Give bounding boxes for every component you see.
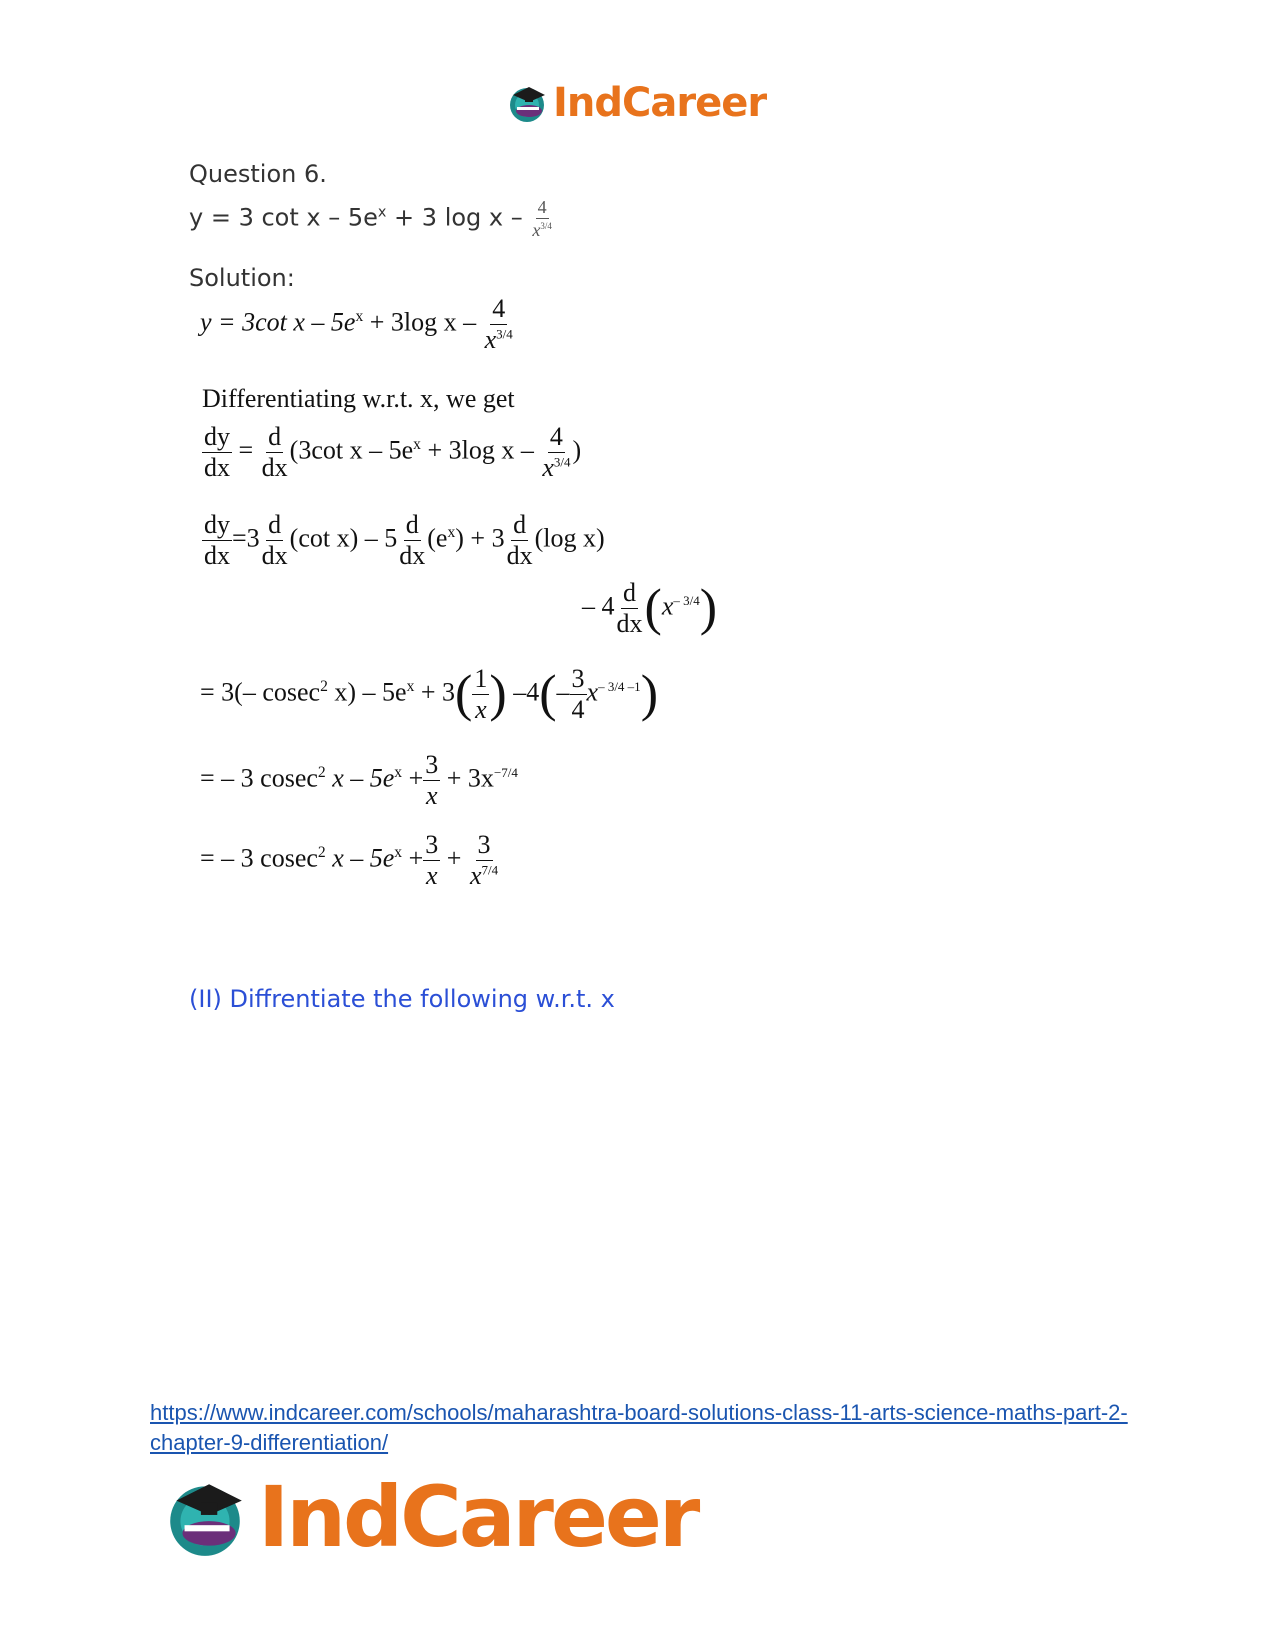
solution-line-6: [200, 752, 518, 809]
graduation-cap-globe-icon: [505, 81, 549, 125]
line5-num: 1: [474, 664, 488, 693]
line6-t3: +: [402, 763, 424, 793]
d-dx-b: [397, 512, 427, 569]
differentiating-text: Differentiating w.r.t. x, we get: [202, 384, 515, 413]
line7-num: 3: [425, 830, 439, 859]
line7-den-exp: 7/4: [481, 862, 499, 878]
line5-t5: –: [556, 677, 570, 707]
line1-exp-num: 3: [496, 326, 503, 342]
fraction-numerator: 4: [537, 197, 547, 217]
exp-den: 4: [547, 221, 552, 231]
line6-exp: −7/4: [493, 764, 518, 780]
d-dx-fraction: [260, 424, 290, 481]
den-base: x: [532, 220, 541, 240]
solution-label: Solution:: [189, 264, 295, 292]
line2-mid: + 3log x –: [420, 435, 534, 465]
solution-line-4: [582, 580, 717, 637]
dy-2: dy: [204, 510, 230, 539]
dx-b: dx: [399, 541, 426, 570]
line7-den: x: [425, 861, 438, 890]
line7-t4: +: [440, 843, 468, 873]
line7-fraction: [468, 832, 500, 889]
section-heading: (II) Diffrentiate the following w.r.t. x: [189, 985, 615, 1013]
line5-sup2: x: [406, 677, 415, 695]
d-a: d: [268, 510, 282, 539]
line5-t1: = 3(– cosec: [200, 677, 321, 707]
one-over-x: [472, 666, 489, 723]
expr-prefix: y = 3 cot x – 5e: [189, 203, 378, 232]
dx2: dx: [261, 453, 288, 482]
line5-num2: 3: [571, 664, 585, 693]
line2-sup: x: [413, 435, 421, 453]
paren-open-2: (: [455, 665, 473, 723]
line2-close: ): [572, 435, 582, 465]
line1-fraction: [483, 296, 515, 353]
den-exp: 3/4: [540, 221, 552, 231]
dx-2: dx: [204, 541, 230, 570]
line5-den: x: [475, 695, 487, 724]
dx-d: dx: [616, 609, 643, 638]
paren-open-3: (: [539, 665, 557, 723]
line6-t4: + 3x: [440, 763, 494, 793]
three-over-x: [423, 752, 440, 809]
d-dx-c: [505, 512, 535, 569]
line3-t2: (cot x) – 5: [289, 523, 398, 553]
line1-sup: x: [355, 307, 364, 325]
line2-num: 4: [549, 422, 563, 451]
line1-den-exp: 3/4: [496, 326, 513, 342]
line2-den-base: x: [542, 453, 554, 482]
equals: =: [238, 435, 254, 465]
line7-sup2: x: [394, 843, 403, 861]
line2-den-exp: 3/4: [553, 454, 571, 470]
line6-num: 3: [425, 750, 439, 779]
line7-t1: = – 3 cosec: [200, 843, 318, 873]
line1-mid: + 3log x –: [363, 307, 477, 337]
line6-t2: x – 5e: [325, 763, 395, 793]
question-fraction: [530, 198, 554, 239]
line3-t5: (log x): [534, 523, 605, 553]
question-expression: [189, 198, 554, 239]
d: d: [268, 422, 282, 451]
line5-t3: + 3: [414, 677, 456, 707]
line7-den2: [468, 861, 500, 889]
line7-num2: 3: [477, 830, 491, 859]
exp-num: 3: [540, 221, 545, 231]
footer-link[interactable]: https://www.indcareer.com/schools/maharashtra-board-solutions-class-11-arts-science-maths-part-2-chapter-9-differentiation/: [150, 1400, 1128, 1455]
expr-suffix: + 3 log x –: [386, 203, 531, 232]
dy-dx-fraction: [202, 424, 232, 481]
graduation-cap-globe-icon: [160, 1472, 250, 1562]
dy: dy: [204, 422, 230, 451]
line7-sup: 2: [317, 843, 326, 861]
line7-den-base: x: [469, 861, 482, 890]
indcareer-logo-bottom: [160, 1468, 697, 1566]
paren-open: (: [644, 579, 662, 637]
paren-close: ): [699, 579, 718, 637]
solution-line-2: [202, 424, 581, 481]
d-dx-a: [260, 512, 290, 569]
line4-t1: – 4: [582, 591, 615, 621]
line2-exp-den: 4: [564, 454, 571, 470]
dy-dx-fraction-2: [202, 512, 232, 569]
logo-wordmark-bottom: IndCareer: [258, 1468, 698, 1566]
dx-c: dx: [506, 541, 533, 570]
line5-t4: –4: [506, 677, 540, 707]
dx-a: dx: [261, 541, 288, 570]
line1-den-base: x: [484, 325, 497, 354]
three-fourths: [570, 666, 587, 723]
solution-line-5: [200, 666, 658, 723]
line4-exp: – 3/4: [673, 592, 700, 608]
line3-t4: ) + 3: [455, 523, 505, 553]
line5-base: x: [586, 677, 599, 707]
fraction-denominator: [530, 219, 554, 239]
logo-wordmark: IndCareer: [553, 80, 767, 126]
three-over-x-2: [423, 832, 440, 889]
line1-num: 4: [492, 294, 506, 323]
paren-close-3: ): [640, 665, 659, 723]
line5-den2: 4: [571, 695, 585, 724]
line3-t1: =3: [232, 523, 260, 553]
d-dx-d: [615, 580, 645, 637]
indcareer-logo-top: [505, 80, 766, 126]
d-b: d: [405, 510, 419, 539]
line1-lhs: y = 3cot x – 5e: [200, 307, 356, 337]
line2-den: [540, 453, 572, 481]
solution-line-3: [202, 512, 605, 569]
solution-line-1: [200, 296, 515, 353]
line5-sup: 2: [320, 677, 328, 695]
expr-sup: x: [377, 204, 387, 221]
line3-sup: x: [447, 523, 456, 541]
line6-t1: = – 3 cosec: [200, 763, 318, 793]
line5-t2: x) – 5e: [327, 677, 407, 707]
line7-t2: x – 5e: [325, 843, 395, 873]
line7-t3: +: [402, 843, 424, 873]
line7-exp-den: 4: [491, 862, 499, 878]
line2-exp-num: 3: [553, 454, 561, 470]
line6-sup: 2: [317, 763, 326, 781]
paren-close-2: ): [489, 665, 507, 723]
solution-line-7: [200, 832, 500, 889]
dx: dx: [204, 453, 230, 482]
line3-t3: (e: [427, 523, 448, 553]
line1-den: [483, 325, 515, 353]
line4-base: x: [661, 591, 674, 621]
line1-exp-den: 4: [506, 326, 513, 342]
line6-den: x: [425, 781, 438, 810]
question-label: Question 6.: [189, 160, 327, 188]
line2-fraction: [540, 424, 572, 481]
line2-body: (3cot x – 5e: [289, 435, 414, 465]
d-c: d: [513, 510, 527, 539]
d-d: d: [623, 578, 636, 607]
line6-sup2: x: [394, 763, 403, 781]
line7-exp-num: 7: [481, 862, 488, 878]
line5-exp: – 3/4 –1: [598, 678, 641, 694]
